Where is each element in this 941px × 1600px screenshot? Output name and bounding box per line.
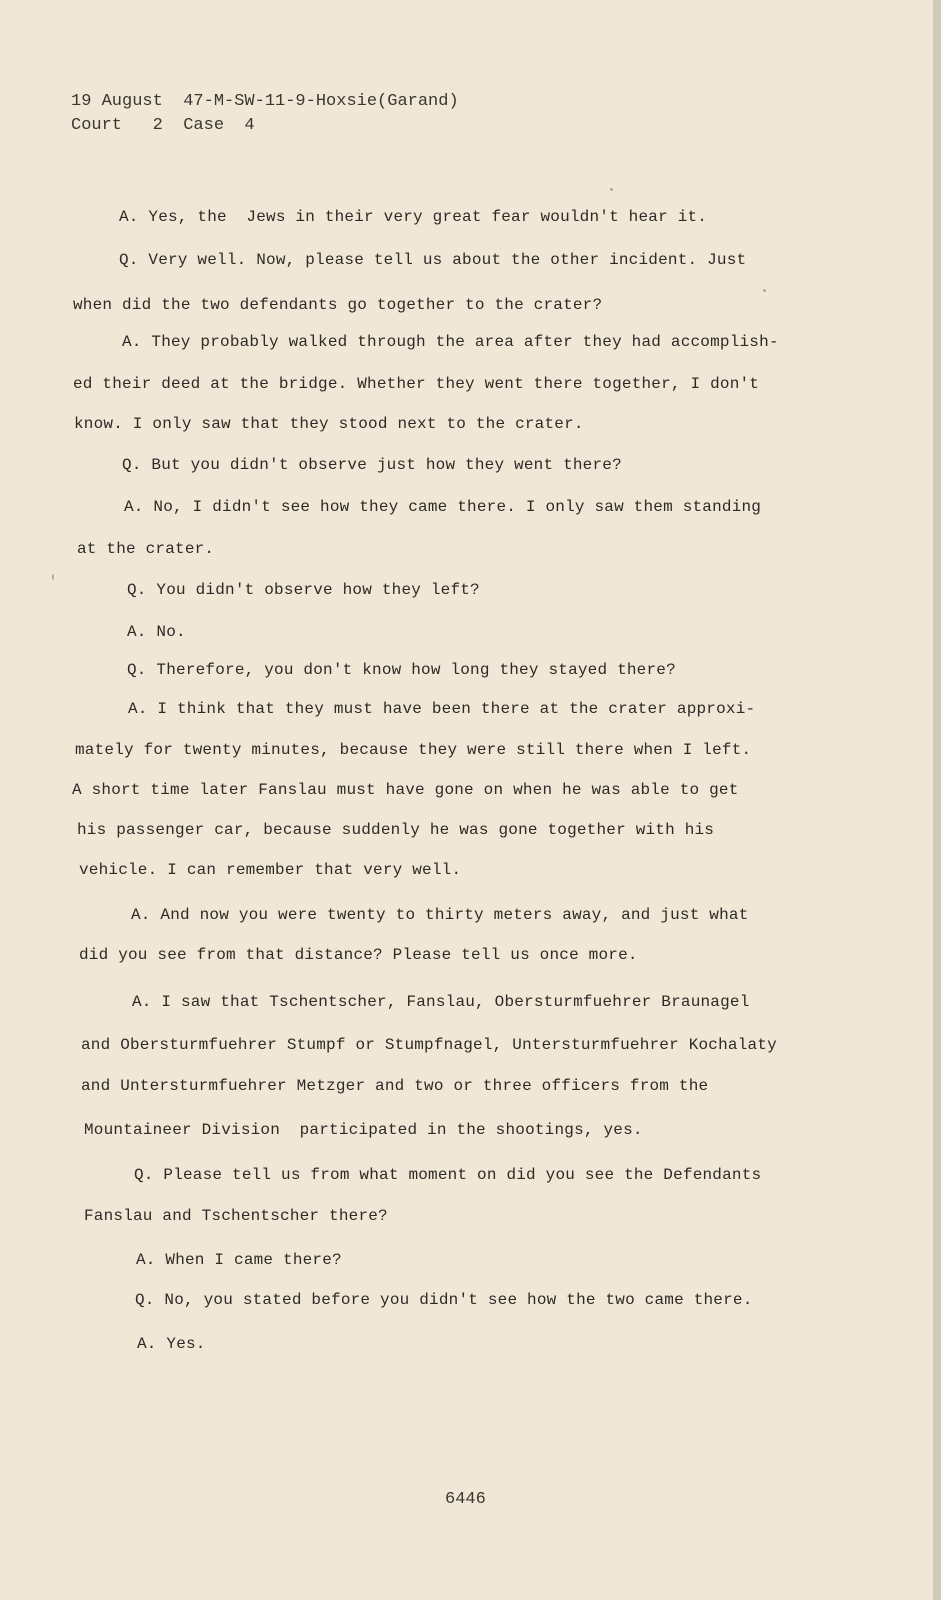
transcript-line: A. And now you were twenty to thirty meters away, and just what <box>131 906 749 924</box>
transcript-line: Fanslau and Tschentscher there? <box>84 1207 388 1225</box>
header-date-reference: 19 August 47-M-SW-11-9-Hoxsie(Garand) <box>71 92 459 111</box>
transcript-line: Q. Please tell us from what moment on did you see the Defendants <box>134 1166 762 1184</box>
paper-speck <box>52 574 54 580</box>
transcript-line: A. No. <box>127 623 186 641</box>
transcript-line: A. I saw that Tschentscher, Fanslau, Obersturmfuehrer Braunagel <box>132 993 750 1011</box>
transcript-line: Q. But you didn't observe just how they went there? <box>122 456 622 474</box>
transcript-line: Mountaineer Division participated in the shootings, yes. <box>84 1121 643 1139</box>
transcript-line: and Obersturmfuehrer Stumpf or Stumpfnagel, Untersturmfuehrer Kochalaty <box>81 1036 777 1054</box>
transcript-line: at the crater. <box>77 540 215 558</box>
transcript-line: his passenger car, because suddenly he was gone together with his <box>77 821 715 839</box>
transcript-line: A short time later Fanslau must have gone on when he was able to get <box>72 781 739 799</box>
transcript-line: vehicle. I can remember that very well. <box>79 861 462 879</box>
transcript-line: A. Yes, the Jews in their very great fear wouldn't hear it. <box>119 208 708 226</box>
paper-speck <box>610 188 613 191</box>
transcript-line: Q. Very well. Now, please tell us about the other incident. Just <box>119 251 747 269</box>
transcript-line: know. I only saw that they stood next to the crater. <box>74 415 584 433</box>
transcript-line: Q. You didn't observe how they left? <box>127 581 480 599</box>
transcript-line: ed their deed at the bridge. Whether they went there together, I don't <box>73 375 760 393</box>
paper-speck <box>763 289 766 292</box>
transcript-line: and Untersturmfuehrer Metzger and two or three officers from the <box>81 1077 709 1095</box>
transcript-line: Q. No, you stated before you didn't see how the two came there. <box>135 1291 753 1309</box>
header-court-case: Court 2 Case 4 <box>71 116 255 135</box>
transcript-line: when did the two defendants go together to the crater? <box>73 296 603 314</box>
transcript-line: mately for twenty minutes, because they were still there when I left. <box>75 741 752 759</box>
page-number: 6446 <box>445 1490 486 1509</box>
transcript-line: A. No, I didn't see how they came there. I only saw them standing <box>124 498 762 516</box>
transcript-line: did you see from that distance? Please tell us once more. <box>79 946 638 964</box>
transcript-line: A. Yes. <box>137 1335 206 1353</box>
transcript-line: A. I think that they must have been there at the crater approxi- <box>128 700 756 718</box>
transcript-line: Q. Therefore, you don't know how long they stayed there? <box>127 661 676 679</box>
transcript-line: A. They probably walked through the area after they had accomplish- <box>122 333 779 351</box>
transcript-line: A. When I came there? <box>136 1251 342 1269</box>
